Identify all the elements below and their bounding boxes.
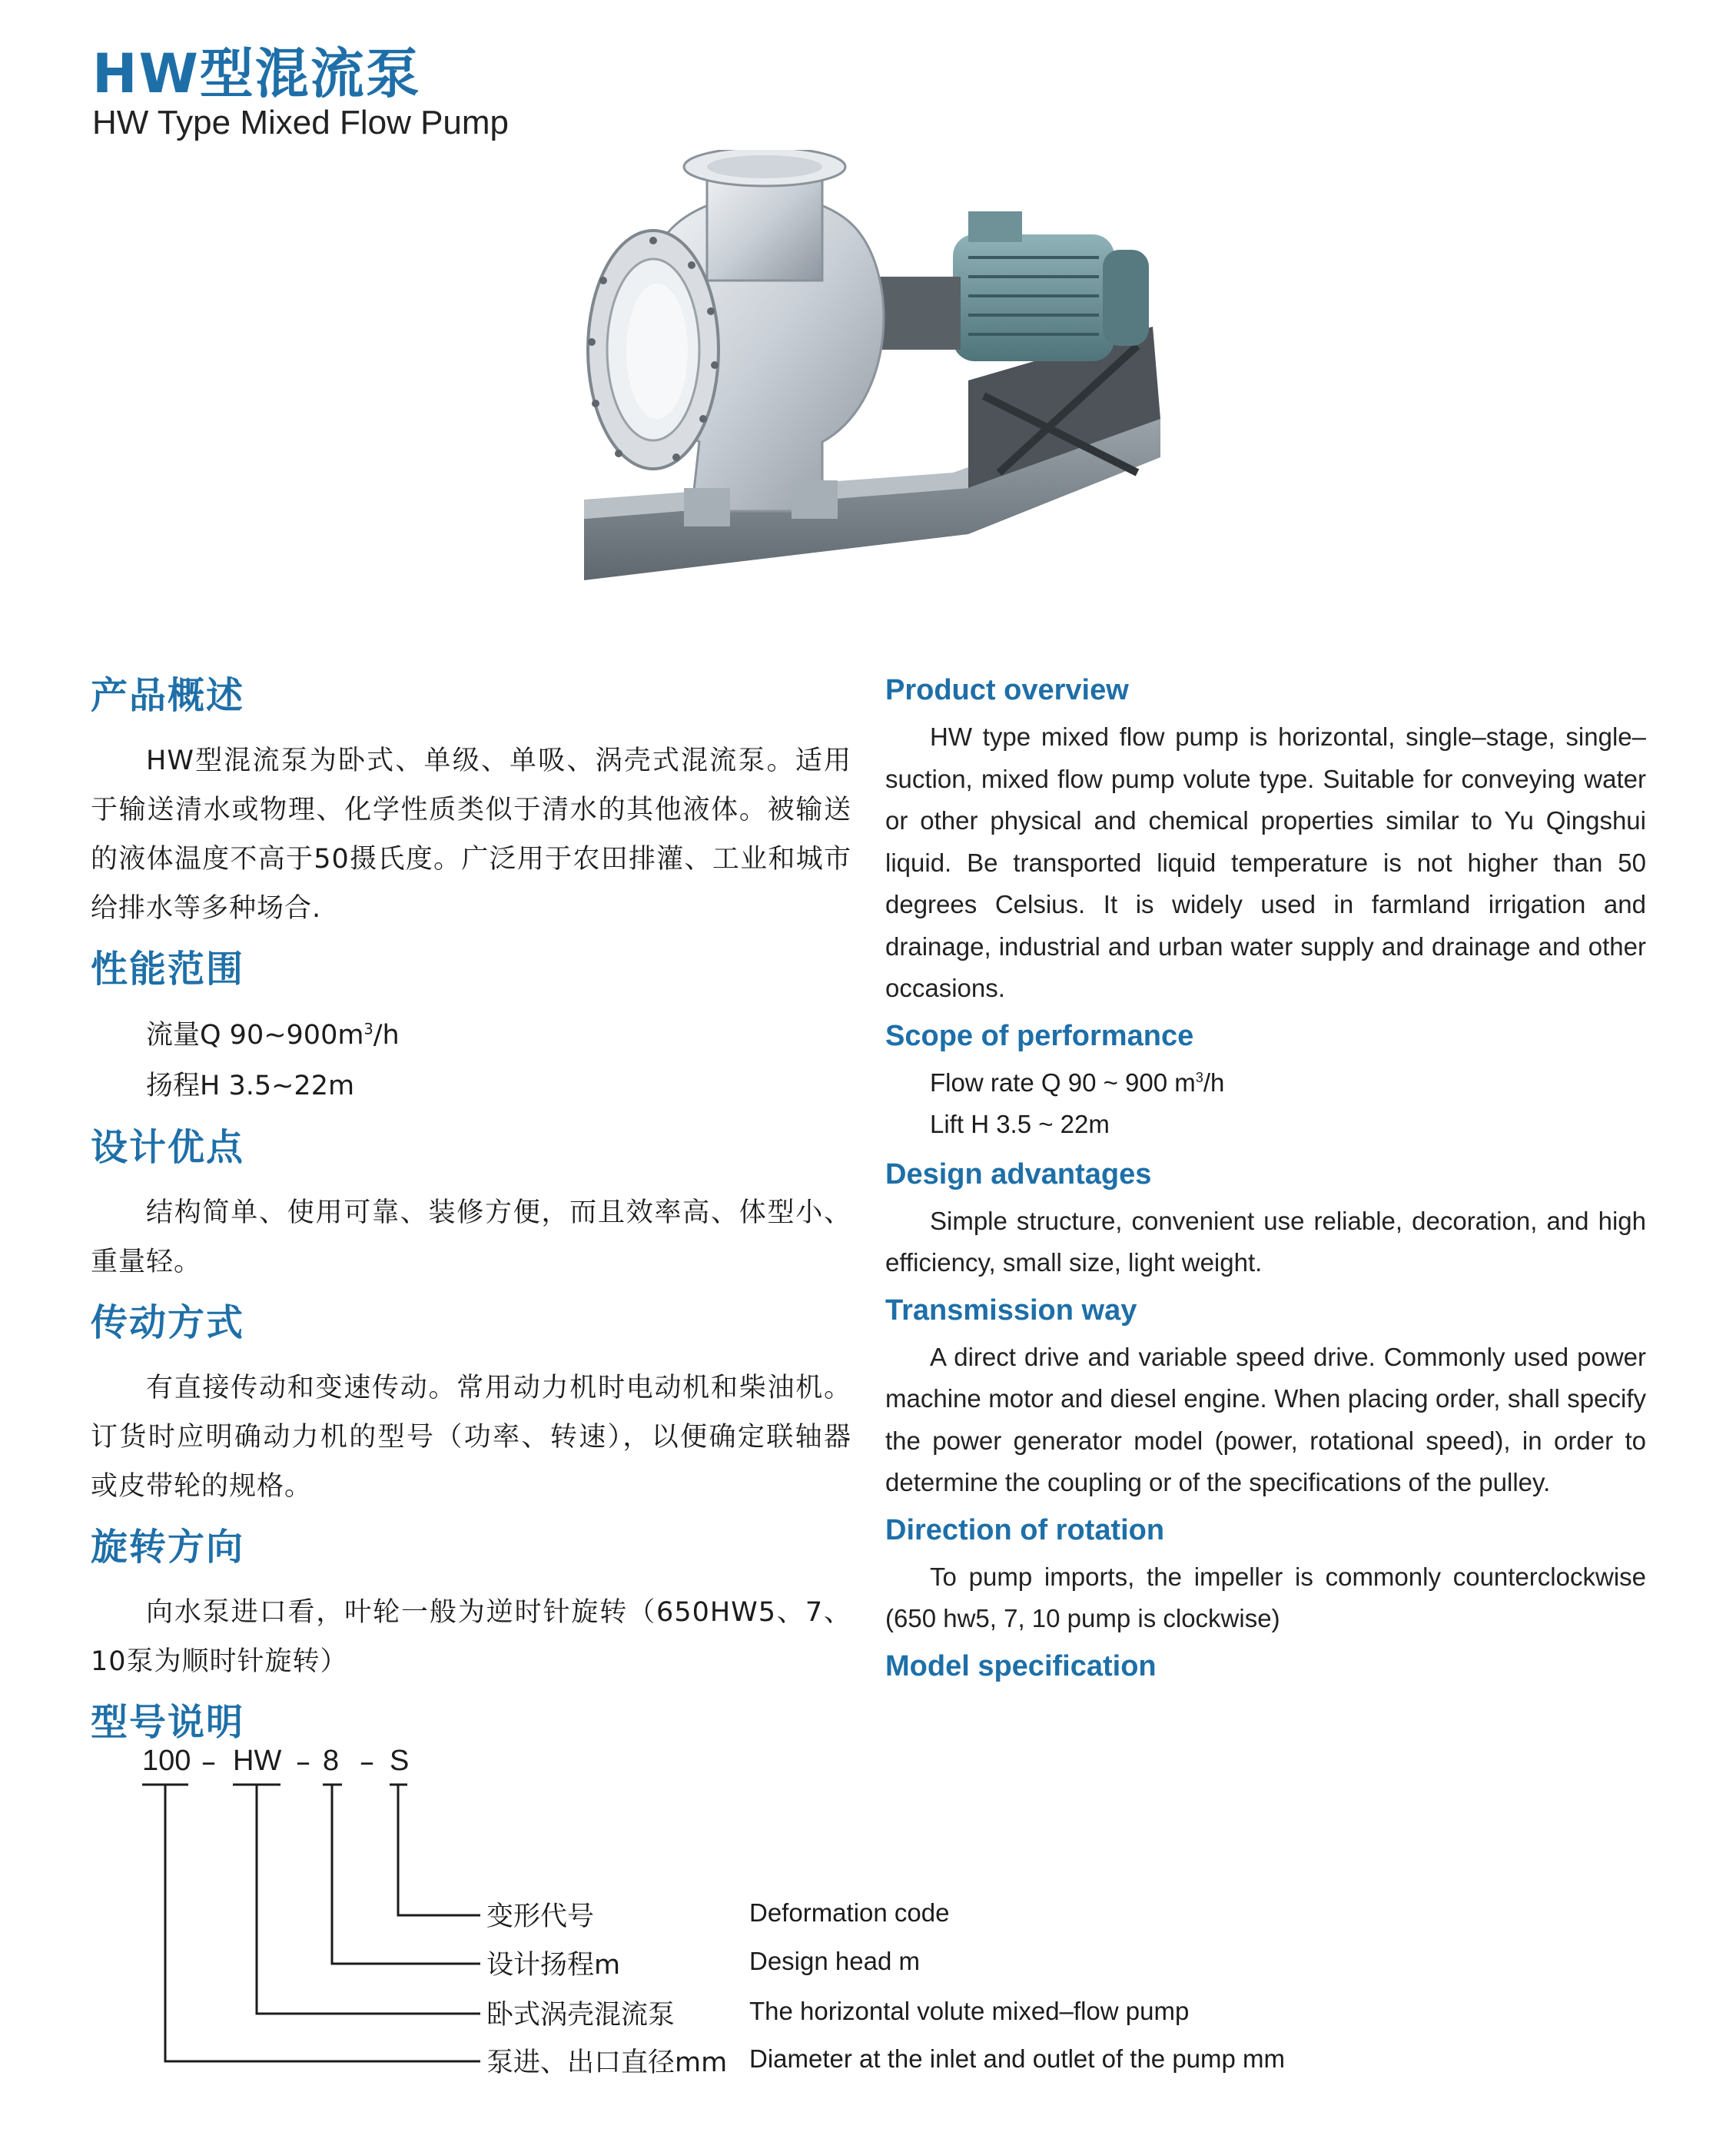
model-label-cn-diameter: 泵进、出口直径mm	[486, 2047, 728, 2078]
model-separator: –	[201, 1745, 216, 1778]
rotation-heading-cn: 旋转方向	[91, 1526, 245, 1569]
model-separator: –	[296, 1745, 310, 1778]
head-range-en: Lift H 3.5 ~ 22m	[930, 1109, 1110, 1138]
model-code-variant: S	[390, 1745, 410, 1777]
page-subtitle: HW Type Mixed Flow Pump	[92, 104, 510, 141]
transmission-heading-en: Transmission way	[885, 1294, 1137, 1327]
model-label-en-type: The horizontal volute mixed–flow pump	[749, 1997, 1190, 2025]
rotation-text-en: To pump imports, the impeller is commonly counterclockwise (650 hw5, 7, 10 pump is clockwise)	[885, 1562, 1646, 1632]
overview-text-en: HW type mixed flow pump is horizontal, single–stage, single–suction, mixed flow pump volute type. Suitable for conveying water or other physical and chemical properties similar to Yu Qingshui liquid. Be transported liquid temperature is not higher than 50 degrees Celsius. It is widely used in farmland irrigation and drainage, industrial and urban water supply and drainage and other occasions.	[885, 722, 1646, 1002]
model-label-cn-type: 卧式涡壳混流泵	[486, 2000, 675, 2031]
model-label-en-diameter: Diameter at the inlet and outlet of the pump mm	[749, 2044, 1286, 2073]
model-label-en-head: Design head m	[749, 1947, 920, 1975]
rotation-text-cn: 向水泵进口看，叶轮一般为逆时针旋转（650HW5、7、10泵为顺时针旋转）	[91, 1597, 851, 1677]
performance-heading-cn: 性能范围	[91, 948, 245, 991]
model-diagram	[138, 1745, 1598, 2078]
advantages-text-cn: 结构简单、使用可靠、装修方便，而且效率高、体型小、重量轻。	[91, 1197, 851, 1277]
model-separator: –	[360, 1745, 374, 1778]
model-code-head: 8	[323, 1745, 340, 1777]
chinese-column	[91, 669, 851, 1763]
overview-heading-cn: 产品概述	[91, 674, 245, 717]
advantages-text-en: Simple structure, convenient use reliable, decoration, and high efficiency, small size, light weight.	[885, 1206, 1646, 1277]
flow-range-cn: 流量Q $90\sim 900m^3/h$	[146, 1020, 400, 1051]
overview-text-cn: HW型混流泵为卧式、单级、单吸、涡壳式混流泵。适用于输送清水或物理、化学性质类似于清水的其他液体。被输送的液体温度不高于50摄氏度。广泛用于农田排灌、工业和城市给排水等多种场合.	[91, 746, 851, 924]
advantages-heading-cn: 设计优点	[91, 1126, 245, 1169]
flow-range-en: Flow rate Q 90 ~ 900 $m^3/h$	[930, 1068, 1225, 1097]
model-heading-en: Model specification	[885, 1649, 1157, 1682]
english-column	[885, 669, 1646, 1692]
pump-photo	[569, 150, 1168, 626]
model-code-type: HW	[233, 1745, 282, 1777]
model-diagram-lines	[138, 1745, 500, 2067]
rotation-heading-en: Direction of rotation	[885, 1513, 1165, 1546]
performance-heading-en: Scope of performance	[885, 1019, 1194, 1052]
transmission-text-cn: 有直接传动和变速传动。常用动力机时电动机和柴油机。订货时应明确动力机的型号（功率、转速），以便确定联轴器或皮带轮的规格。	[91, 1373, 851, 1502]
head-range-cn: 扬程H 3.5~22m	[146, 1071, 355, 1101]
overview-heading-en: Product overview	[885, 674, 1129, 706]
transmission-text-en: A direct drive and variable speed drive. Commonly used power machine motor and diesel engine. When placing order, shall specify the power generator model (power, rotational speed), in order to determine the coupling or of the specifications of the pulley.	[885, 1342, 1646, 1496]
model-heading-cn: 型号说明	[91, 1701, 245, 1744]
model-label-en-deformation: Deformation code	[749, 1898, 950, 1927]
model-label-cn-deformation: 变形代号	[486, 1901, 595, 1932]
advantages-heading-en: Design advantages	[885, 1157, 1152, 1191]
page-title: HW型混流泵	[92, 42, 421, 105]
transmission-heading-cn: 传动方式	[91, 1301, 245, 1344]
model-code-diameter: 100	[142, 1745, 191, 1777]
model-label-cn-head: 设计扬程m	[486, 1950, 621, 1981]
